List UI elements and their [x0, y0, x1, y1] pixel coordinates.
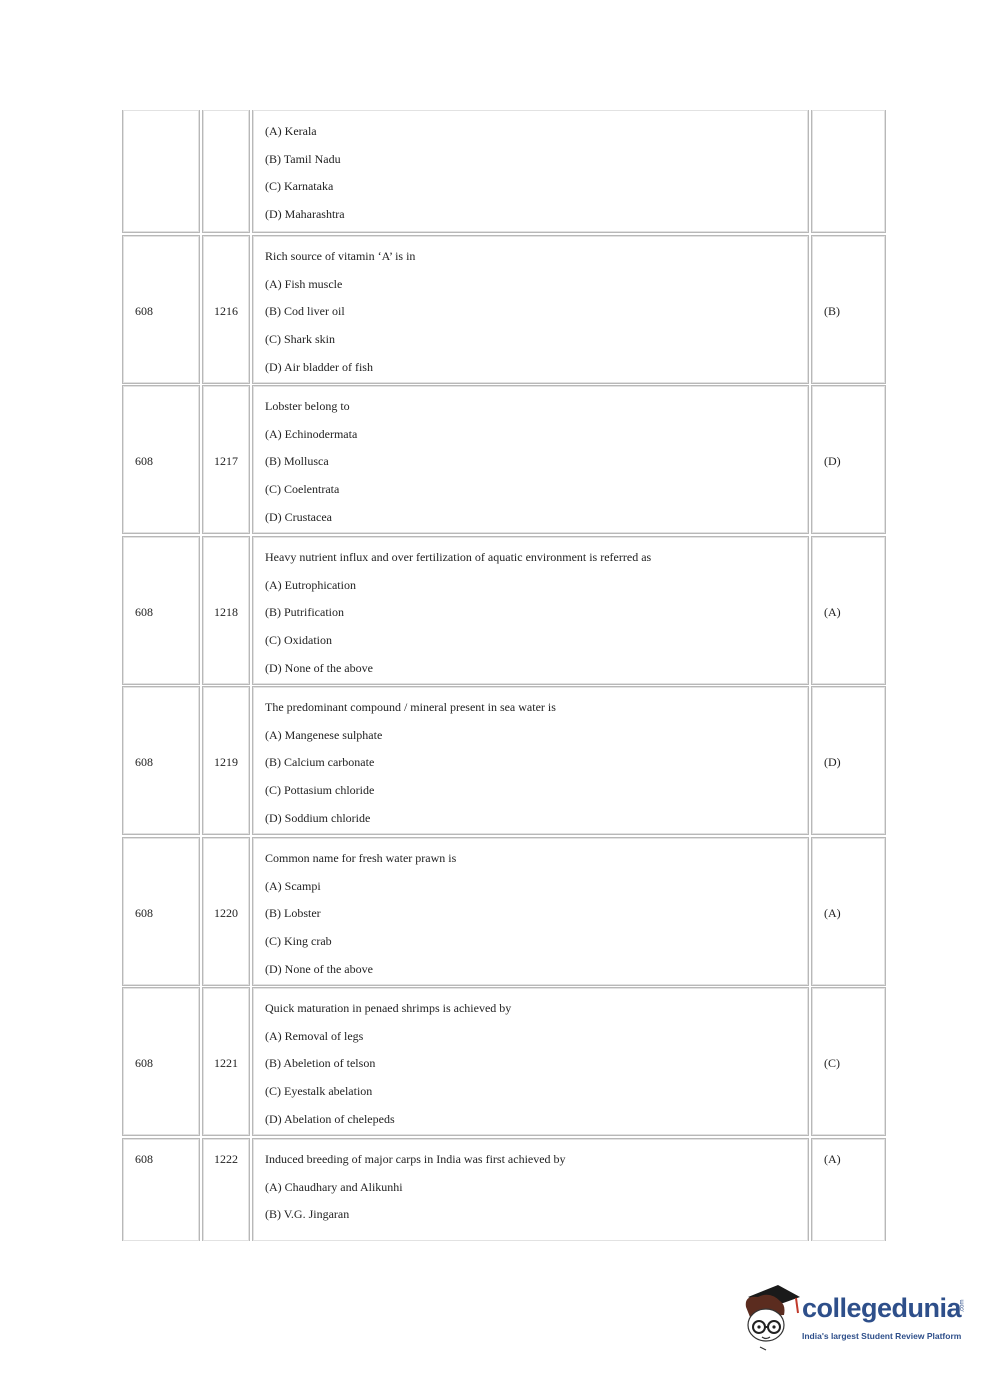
- table-row: [122, 110, 886, 233]
- question-cell: [252, 987, 809, 1136]
- question-text: The predominant compound / mineral present in sea water is: [265, 700, 556, 714]
- question-number-cell: [202, 686, 250, 835]
- question-cell: [252, 536, 809, 685]
- question-text: Quick maturation in penaed shrimps is achieved by: [265, 1001, 512, 1015]
- answer-cell: [811, 235, 886, 384]
- question-cell: [252, 385, 809, 534]
- collegedunia-logo: [740, 1283, 970, 1353]
- paper-code: 608: [135, 454, 153, 468]
- question-number: 1216: [214, 304, 238, 318]
- option-a: (A) Echinodermata: [265, 426, 358, 441]
- option-b: (B) Putrification: [265, 605, 344, 620]
- answer-cell: [811, 987, 886, 1136]
- answer-key: (B): [824, 304, 840, 318]
- question-number: 1221: [214, 1056, 238, 1070]
- option-b: (B) Tamil Nadu: [265, 151, 341, 166]
- option-b: (B) Mollusca: [265, 454, 329, 469]
- question-cell: [252, 686, 809, 835]
- table-row: [122, 1138, 886, 1241]
- option-d: (D) Maharashtra: [265, 207, 345, 222]
- question-number-cell: [202, 385, 250, 534]
- option-d: (D) Air bladder of fish: [265, 359, 373, 374]
- question-cell: [252, 837, 809, 986]
- paper-cell: [122, 385, 200, 534]
- question-cell: [252, 1138, 809, 1241]
- option-c: (C) Pottasium chloride: [265, 783, 375, 798]
- answer-cell: [811, 385, 886, 534]
- option-b: (B) Cod liver oil: [265, 304, 345, 319]
- question-text: Common name for fresh water prawn is: [265, 851, 457, 865]
- question-text: Rich source of vitamin ‘A’ is in: [265, 249, 416, 263]
- answer-cell: [811, 1138, 886, 1241]
- table-row: [122, 686, 886, 835]
- option-d: (D) Abelation of chelepeds: [265, 1111, 395, 1126]
- answer-key: (A): [824, 605, 841, 619]
- question-text: Induced breeding of major carps in India was first achieved by: [265, 1152, 566, 1166]
- answer-key: (C): [824, 1056, 840, 1070]
- question-number: 1218: [214, 605, 238, 619]
- logo-tagline: India's largest Student Review Platform: [802, 1331, 962, 1341]
- question-table: [122, 110, 886, 1241]
- answer-key: (D): [824, 454, 841, 468]
- option-a: (A) Eutrophication: [265, 577, 356, 592]
- logo-wordmark: collegedunia: [802, 1293, 962, 1323]
- table-row: [122, 536, 886, 685]
- table-row: [122, 837, 886, 986]
- option-c: (C) Eyestalk abelation: [265, 1084, 373, 1099]
- paper-cell: [122, 235, 200, 384]
- option-b: (B) Calcium carbonate: [265, 755, 375, 770]
- option-c: (C) Oxidation: [265, 633, 332, 648]
- answer-cell: [811, 686, 886, 835]
- paper-cell: [122, 987, 200, 1136]
- paper-code: 608: [135, 755, 153, 769]
- question-number-cell: [202, 235, 250, 384]
- table-row: [122, 385, 886, 534]
- logo-suffix: .com: [959, 1299, 966, 1313]
- answer-cell: [811, 110, 886, 233]
- option-a: (A) Kerala: [265, 124, 317, 138]
- question-number-cell: [202, 110, 250, 233]
- paper-code: 608: [135, 304, 153, 318]
- option-c: (C) King crab: [265, 934, 332, 949]
- mascot-icon: [740, 1283, 802, 1353]
- question-number: 1217: [214, 454, 238, 468]
- option-c: (C) Karnataka: [265, 179, 334, 194]
- question-text: Heavy nutrient influx and over fertilization of aquatic environment is referred as: [265, 550, 652, 564]
- option-d: (D) None of the above: [265, 961, 373, 976]
- paper-cell: [122, 536, 200, 685]
- option-b: (B) Abeletion of telson: [265, 1056, 376, 1071]
- option-d: (D) Crustacea: [265, 509, 332, 524]
- option-a: (A) Fish muscle: [265, 276, 343, 291]
- question-number-cell: [202, 987, 250, 1136]
- question-number-cell: [202, 1138, 250, 1241]
- question-number: 1219: [214, 755, 238, 769]
- option-a: (A) Mangenese sulphate: [265, 727, 383, 742]
- answer-key: (A): [824, 906, 841, 920]
- paper-code: 608: [135, 1152, 153, 1166]
- paper-cell: [122, 110, 200, 233]
- option-a: (A) Removal of legs: [265, 1028, 364, 1043]
- question-number: 1220: [214, 906, 238, 920]
- answer-cell: [811, 837, 886, 986]
- table-row: [122, 235, 886, 384]
- option-b: (B) V.G. Jingaran: [265, 1207, 350, 1222]
- paper-cell: [122, 837, 200, 986]
- question-text: Lobster belong to: [265, 399, 350, 413]
- option-a: (A) Scampi: [265, 878, 321, 893]
- option-c: (C) Coelentrata: [265, 482, 340, 497]
- question-cell: [252, 235, 809, 384]
- option-a: (A) Chaudhary and Alikunhi: [265, 1179, 403, 1194]
- question-number-cell: [202, 837, 250, 986]
- paper-code: 608: [135, 906, 153, 920]
- question-number: 1222: [214, 1152, 238, 1166]
- answer-key: (D): [824, 755, 841, 769]
- option-d: (D) None of the above: [265, 660, 373, 675]
- paper-cell: [122, 1138, 200, 1241]
- answer-key: (A): [824, 1152, 841, 1166]
- question-cell: [252, 110, 809, 233]
- option-b: (B) Lobster: [265, 906, 321, 921]
- answer-cell: [811, 536, 886, 685]
- paper-code: 608: [135, 1056, 153, 1070]
- option-c: (C) Shark skin: [265, 332, 335, 347]
- question-number-cell: [202, 536, 250, 685]
- paper-code: 608: [135, 605, 153, 619]
- paper-cell: [122, 686, 200, 835]
- table-row: [122, 987, 886, 1136]
- option-d: (D) Soddium chloride: [265, 810, 371, 825]
